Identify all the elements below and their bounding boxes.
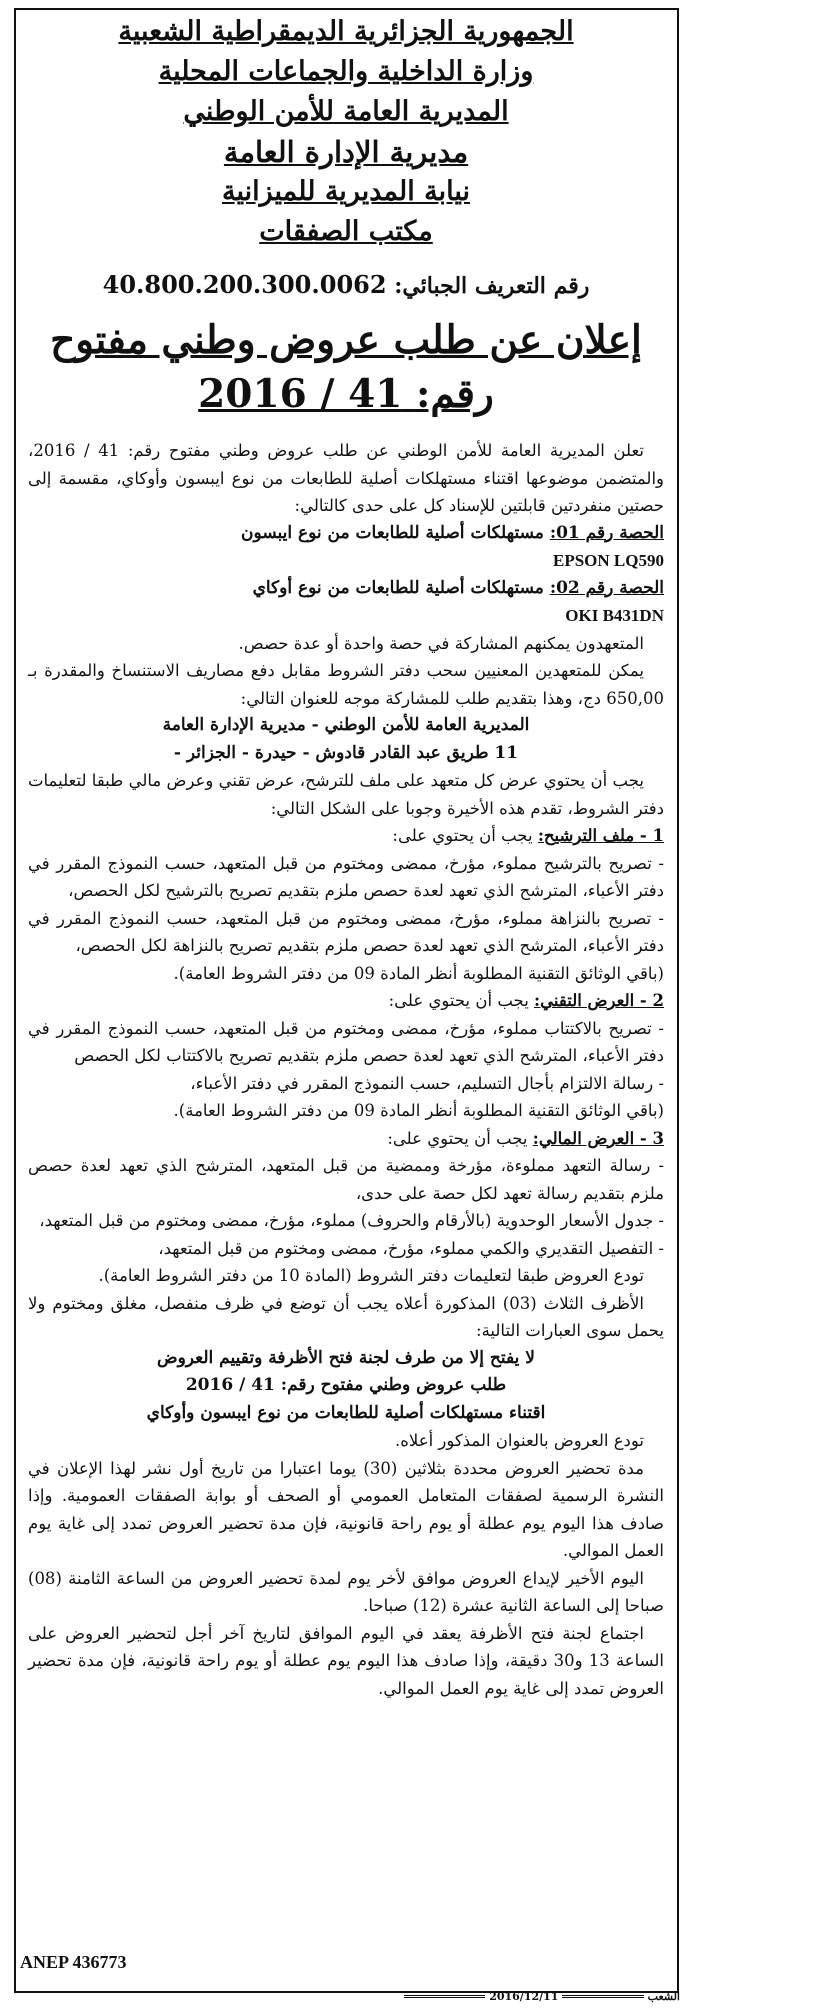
intro-paragraph: تعلن المديرية العامة للأمن الوطني عن طلب عروض وطني مفتوح رقم: 41 / 2016، والمتضمن موضوعها اقتناء مستهلكات أصلية للطابعات من نوع ايبسون وأوكاي، مقسمة إلى حصتين منفردتين قابلتين للإسناد كل على حدى كالتالي: <box>28 441 664 515</box>
header-direction: مديرية الإدارة العامة <box>223 135 469 169</box>
lot-1-model: EPSON LQ590 <box>553 551 664 570</box>
lot-2-desc: مستهلكات أصلية للطابعات من نوع أوكاي <box>252 577 544 598</box>
deposit-paragraph: تودع العروض طبقا لتعليمات دفتر الشروط (المادة 10 من دفتر الشروط العامة). <box>98 1266 644 1285</box>
footer-rule-divider <box>404 1995 485 1998</box>
number-value: 2016 / 41 <box>198 371 403 417</box>
envelope-line-1: لا يفتح إلا من طرف لجنة فتح الأظرفة وتقييم العروض <box>157 1347 535 1368</box>
header-subdirection: نيابة المديرية للميزانية <box>221 176 471 207</box>
sec1-title: 1 - ملف الترشيح: <box>537 826 664 845</box>
envelope-line-2: طلب عروض وطني مفتوح رقم: 41 / 2016 <box>185 1375 507 1395</box>
sec1-item: (باقي الوثائق التقنية المطلوبة أنظر المادة 09 من دفتر الشروط العامة). <box>173 963 664 983</box>
lot-1-desc: مستهلكات أصلية للطابعات من نوع ايبسون <box>241 522 544 543</box>
newspaper-date: 2016/12/11 <box>489 1989 559 2003</box>
sec2-item: - رسالة الالتزام بأجال التسليم، حسب النموذج المقرر في دفتر الأعباء، <box>190 1073 664 1093</box>
lot-2-label: الحصة رقم 02: <box>549 577 664 598</box>
lot-2-model: OKI B431DN <box>565 606 664 625</box>
header-dgsn: المديرية العامة للأمن الوطني <box>183 96 509 127</box>
announcement <box>28 12 664 1702</box>
sec3-item: - رسالة التعهد مملوءة، مؤرخة وممضية من قبل المتعهد، المترشح الذي تعهد لعدة حصص ملزم بتقديم رسالة تعهد لكل حصة على حدى، <box>28 1156 664 1203</box>
sec1-item: - تصريح بالترشيح مملوء، مؤرخ، ممضى ومختوم من قبل المتعهد، حسب النموذج المقرر في دفتر الأعباء، المترشح الذي تعهد لعدة حصص ملزم بتقديم تصريح بالترشيح لكل الحصص، <box>28 853 664 900</box>
sec2-item: (باقي الوثائق التقنية المطلوبة أنظر المادة 09 من دفتر الشروط العامة). <box>173 1101 664 1120</box>
tax-id <box>28 270 664 299</box>
tax-id-value: 40.800.200.300.0062 <box>102 270 387 299</box>
lot-2 <box>28 575 664 603</box>
sec1-heading <box>28 822 664 850</box>
sec2-heading <box>28 987 664 1015</box>
sec2-intro: يجب أن يحتوي على: <box>388 991 529 1010</box>
participation-paragraph: المتعهدون يمكنهم المشاركة في حصة واحدة أو عدة حصص. <box>238 633 644 653</box>
address-line-2: 11 طريق عبد القادر قادوش - حيدرة - الجزائر - <box>173 742 519 763</box>
opening-paragraph: اجتماع لجنة فتح الأظرفة يعقد في اليوم الموافق لتاريخ آخر أجل لتحضير العروض على الساعة 13 و30 دقيقة، وإذا صادف هذا اليوم يوم عطلة أو يوم راحة قانونية، فإن مدة تحضير العروض تمدد إلى غاية يوم العمل الموالي. <box>28 1623 665 1698</box>
sec2-title: 2 - العرض التقني: <box>534 991 664 1010</box>
newspaper-footer <box>400 1988 680 2004</box>
duration-paragraph: مدة تحضير العروض محددة بثلاثين (30) يوما اعتبارا من تاريخ أول نشر لهذا الإعلان في النشرة الرسمية لصفقات المتعامل العمومي أو الصحف أو بوابة الصفقات العمومية. وإذا صادف هذا اليوم يوم عطلة أو يوم راحة قانونية، فإن مدة تحضير العروض تمدد إلى غاية يوم العمل الموالي. <box>28 1458 664 1560</box>
sec3-item: - التفصيل التقديري والكمي مملوء، مؤرخ، ممضى ومختوم من قبل المتعهد، <box>158 1238 664 1258</box>
sec2-item: - تصريح بالاكتتاب مملوء، مؤرخ، ممضى ومختوم من قبل المتعهد، حسب النموذج المقرر في دفتر الأعباء، المترشح الذي تعهد لعدة حصص ملزم بتقديم تصريح بالاكتتاب لكل الحصص <box>28 1018 665 1065</box>
sec3-intro: يجب أن يحتوي على: <box>387 1128 528 1148</box>
address-ref-paragraph: تودع العروض بالعنوان المذكور أعلاه. <box>394 1431 644 1450</box>
withdraw-paragraph: يمكن للمتعهدين المعنيين سحب دفتر الشروط مقابل دفع مصاريف الاستنساخ والمقدرة بـ 650,00 دج، وهذا بتقديم طلب للمشاركة موجه للعنوان التالي: <box>28 661 664 708</box>
anep-reference: ANEP 436773 <box>20 1952 127 1972</box>
lastday-paragraph: اليوم الأخير لإيداع العروض موافق لأخر يوم لمدة تحضير العروض من الساعة الثامنة (08) صباحا إلى الساعة الثانية عشرة (12) صباحا. <box>28 1568 664 1615</box>
tax-id-label: رقم التعريف الجبائي: <box>394 273 590 299</box>
envelope-line-3: اقتناء مستهلكات أصلية للطابعات من نوع ايبسون وأوكاي <box>146 1402 546 1423</box>
sec3-heading <box>28 1125 664 1153</box>
sec1-item: - تصريح بالنزاهة مملوء، مؤرخ، ممضى ومختوم من قبل المتعهد، حسب النموذج المقرر في دفتر الأعباء، المترشح الذي تعهد لعدة حصص ملزم بتقديم تصريح بالنزاهة لكل الحصص، <box>28 908 664 955</box>
header-ministry: وزارة الداخلية والجماعات المحلية <box>158 56 534 87</box>
address-line-1: المديرية العامة للأمن الوطني - مديرية الإدارة العامة <box>162 715 530 735</box>
header-republic: الجمهورية الجزائرية الديمقراطية الشعبية <box>118 16 574 47</box>
announcement-number <box>28 367 664 421</box>
sec3-title: 3 - العرض المالي: <box>532 1128 664 1148</box>
number-prefix: رقم: <box>415 371 494 417</box>
announcement-body <box>28 437 664 1702</box>
newspaper-name: الشعب <box>647 1989 680 2003</box>
sec3-item: - جدول الأسعار الوحدوية (بالأرقام والحروف) مملوء، مؤرخ، ممضى ومختوم من قبل المتعهد، <box>39 1211 664 1230</box>
announcement-title: إعلان عن طلب عروض وطني مفتوح <box>50 317 642 363</box>
sec1-intro: يجب أن يحتوي على: <box>392 826 533 845</box>
envelopes-paragraph: الأظرف الثلاث (03) المذكورة أعلاه يجب أن توضع في ظرف منفصل، مغلق ومختوم ولا يحمل سوى العبارات التالية: <box>28 1293 664 1340</box>
lot-1 <box>28 520 664 548</box>
offer-paragraph: يجب أن يحتوي عرض كل متعهد على ملف للترشح، عرض تقني وعرض مالي طبقا لتعليمات دفتر الشروط، تقدم هذه الأخيرة وجوبا على الشكل التالي: <box>28 771 664 818</box>
lot-1-label: الحصة رقم 01: <box>549 522 664 543</box>
header-office: مكتب الصفقات <box>259 216 433 247</box>
footer-rule-divider <box>562 1995 643 1998</box>
